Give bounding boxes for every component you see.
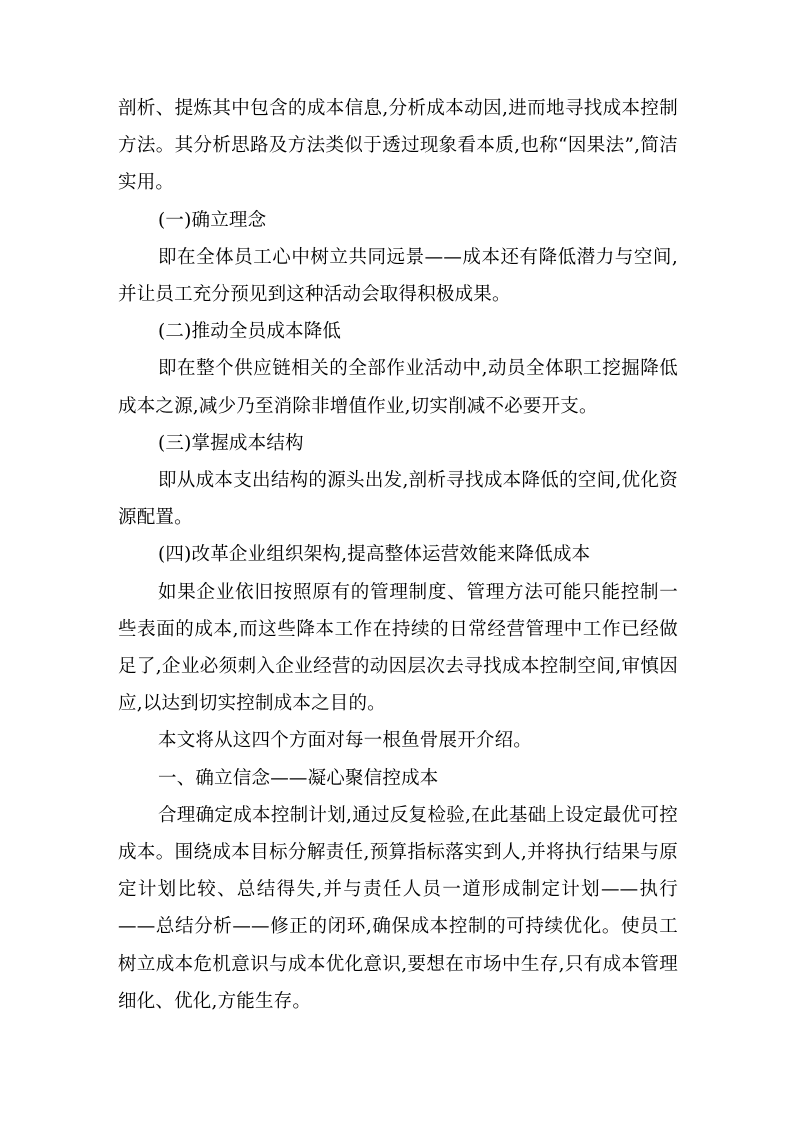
paragraph: 即在整个供应链相关的全部作业活动中,动员全体职工挖掘降低成本之源,减少乃至消除非增值作业,切实削减不必要开支。: [118, 358, 678, 417]
section-heading-4: (四)改革企业组织架构,提高整体运营效能来降低成本: [158, 544, 591, 566]
section-heading-1: (一)确立理念: [158, 209, 267, 231]
paragraph: 合理确定成本控制计划,通过反复检验,在此基础上设定最优可控成本。围绕成本目标分解责任,预算指标落实到人,并将执行结果与原定计划比较、总结得失,并与责任人员一道形成制定计划——执行——总结分析——修正的闭环,确保成本控制的可持续优化。使员工树立成本危机意识与成本优化意识,要想在市场中生存,只有成本管理细化、优化,方能生存。: [118, 804, 678, 1012]
section-heading-2: (二)推动全员成本降低: [158, 321, 342, 343]
section-heading-3: (三)掌握成本结构: [158, 432, 304, 454]
chapter-heading-1: 一、确立信念——凝心聚信控成本: [158, 767, 439, 789]
document-body: [118, 90, 678, 1020]
paragraph-intro-continuation: 剖析、提炼其中包含的成本信息,分析成本动因,进而地寻找成本控制方法。其分析思路及方法类似于透过现象看本质,也称“因果法”,简洁实用。: [118, 98, 678, 194]
paragraph: 即在全体员工心中树立共同远景——成本还有降低潜力与空间,并让员工充分预见到这种活动会取得积极成果。: [118, 246, 678, 306]
paragraph: 即从成本支出结构的源头出发,剖析寻找成本降低的空间,优化资源配置。: [118, 470, 678, 529]
paragraph: 如果企业依旧按照原有的管理制度、管理方法可能只能控制一些表面的成本,而这些降本工作在持续的日常经营管理中工作已经做足了,企业必须刺入企业经营的动因层次去寻找成本控制空间,审慎因应,以达到切实控制成本之目的。: [118, 581, 678, 715]
paragraph: 本文将从这四个方面对每一根鱼骨展开介绍。: [158, 730, 533, 752]
